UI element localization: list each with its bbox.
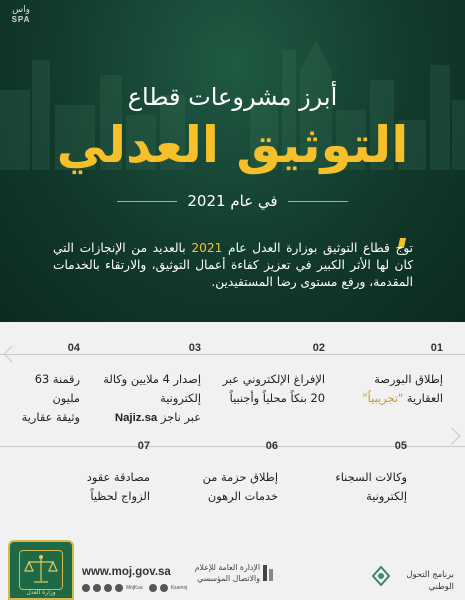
timeline-row-top: [0, 322, 465, 424]
step-06: [188, 440, 278, 506]
step-text: [353, 370, 443, 408]
social-handle-2: Ksamoj: [170, 585, 188, 591]
facebook-icon[interactable]: [93, 584, 101, 592]
media-org-line-1: الإدارة العامة للإعلام: [194, 563, 260, 572]
youtube-icon[interactable]: [104, 584, 112, 592]
social-handle: MojKsa: [126, 585, 143, 591]
footer: [0, 530, 465, 600]
media-department-label: [178, 562, 260, 584]
step-number: 02: [312, 342, 325, 354]
intro-text-start: توج قطاع التوثيق بوزارة العدل عام: [228, 241, 414, 255]
step-text: [317, 468, 407, 506]
step-01: [353, 342, 443, 408]
hero-subtitle: أبرز مشروعات قطاع: [127, 83, 338, 111]
program-line-1: برنامج التحول: [406, 569, 454, 579]
national-transformation-program-label: [392, 568, 454, 592]
instagram-icon[interactable]: [149, 584, 157, 592]
step-highlight: "تجريبياً": [362, 391, 404, 405]
step-line-1: الإفراغ الإلكتروني عبر: [222, 372, 325, 386]
step-number: 06: [265, 440, 278, 452]
step-line-1: وكالات السجناء: [335, 470, 407, 484]
step-line-2-start: عبر ناجز: [157, 410, 201, 424]
step-text: [220, 370, 325, 408]
step-line-1: إصدار 4 ملايين وكالة إلكترونية: [103, 372, 201, 405]
ministry-of-justice-emblem: [8, 540, 74, 600]
timeline-arrow-icon: [444, 428, 461, 445]
step-line-2: [353, 389, 443, 408]
snapchat-icon[interactable]: [160, 584, 168, 592]
intro-text-end: بالعديد من الإنجازات التي كان لها الأثر الكبير في تعزيز كفاءة أعمال التوثيق، والارتقاء بالخدمات المقدمة، ورفع مستوى رضا المستفيدين.: [53, 241, 413, 289]
intro-paragraph: [53, 240, 413, 291]
step-line-2: خدمات الرهون: [207, 489, 278, 503]
step-line-1: مصادقة عقود: [86, 470, 150, 484]
twitter-icon[interactable]: [82, 584, 90, 592]
step-05: [317, 440, 407, 506]
step-line-1: إطلاق حزمة من: [202, 470, 278, 484]
step-02: [220, 342, 325, 408]
step-line-2: وثيقة عقارية: [21, 410, 80, 424]
step-line-2: 20 بنكاً محلياً وأجنبياً: [229, 391, 325, 405]
step-line-2-start: العقارية: [403, 391, 443, 405]
intro-year: 2021: [191, 241, 223, 255]
step-07: [60, 440, 150, 506]
step-number: 01: [430, 342, 443, 354]
spa-logo-text: SPA: [11, 15, 31, 24]
step-text: [60, 468, 150, 506]
step-line-1: رقمنة 63 مليون: [34, 372, 80, 405]
step-line-2: الزواج لحظياً: [90, 489, 150, 503]
media-department-icon: [262, 564, 274, 582]
step-text: [61, 370, 201, 428]
emblem-caption: وزارة العدل: [26, 589, 56, 596]
step-line-1: إطلاق البورصة: [374, 372, 443, 386]
program-line-2: الوطني: [428, 581, 454, 591]
emblem-scales-graphic: [20, 551, 62, 589]
website-link[interactable]: www.moj.gov.sa: [82, 566, 171, 578]
step-text: [4, 370, 80, 427]
step-number: 03: [188, 342, 201, 354]
step-line-2: إلكترونية: [366, 489, 407, 503]
hero-year-row: [0, 190, 465, 212]
step-line-2: [61, 408, 201, 428]
national-transformation-icon: [372, 566, 390, 586]
scales-of-justice-icon: [19, 550, 63, 590]
divider-line-right: [288, 201, 348, 202]
step-number: 04: [67, 342, 80, 354]
step-03: [61, 342, 201, 428]
spa-logo: [8, 6, 34, 24]
social-links: [82, 584, 190, 592]
najiz-link[interactable]: Najiz.sa: [114, 412, 158, 424]
hero-year: في عام 2021: [187, 192, 278, 210]
media-org-line-2: والاتصال المؤسسي: [197, 574, 260, 583]
step-text: [188, 468, 278, 506]
hero-title: التوثيق العدلي: [56, 116, 409, 174]
step-04: [4, 342, 80, 427]
spa-logo-glyph-icon: واس: [12, 5, 30, 15]
step-number: 05: [394, 440, 407, 452]
divider-line-left: [117, 201, 177, 202]
whatsapp-icon[interactable]: [115, 584, 123, 592]
timeline-row-bottom: [0, 432, 465, 527]
step-number: 07: [137, 440, 150, 452]
